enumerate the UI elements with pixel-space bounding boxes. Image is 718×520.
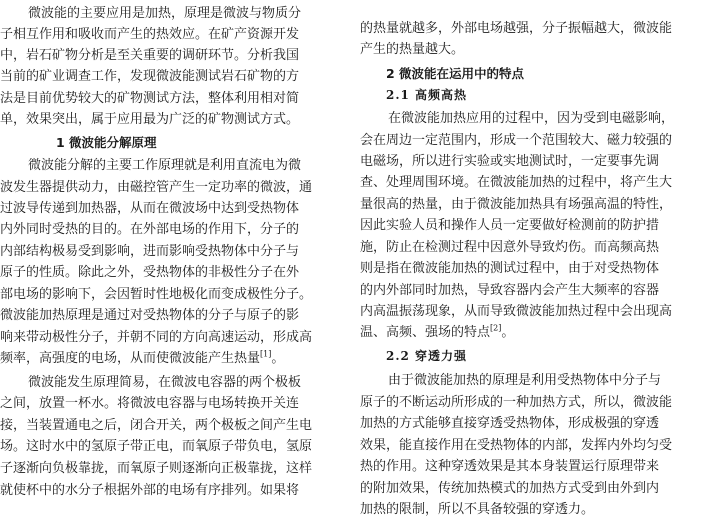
text-line: 产生的热量越大。 [360,42,465,57]
text-line: 子逐渐向负极靠拢，而氧原子则逐渐向正极靠拢，这样 [0,461,313,476]
text-segment: 频率，高强度的电场，从而使微波能产生热量 [0,351,261,366]
text-line: 内部结构极易受到影响，进而影响受热物体中分子与 [0,244,300,259]
text-line: 微波能分解的主要工作原理就是利用直流电为微 [28,158,302,173]
text-line: 由于微波能加热的原理是利用受热物体中分子与 [388,373,662,388]
text-line: 当前的矿业调查工作，发现微波能测试岩石矿物的方 [0,69,300,84]
text-line: 电磁场，所以进行实验或实地测试时，一定要事先调 [360,154,660,169]
section-heading: 1 微波能分解原理 [56,135,157,150]
text-line: 会在周边一定范围内，形成一个范围较大、磁力较强的 [360,133,673,148]
text-line: 内高温振荡现象，从而导致微波能加热过程中会出现高 [360,304,673,319]
text-line: 查、处理周围环境。在微波能加热的过程中，将产生大 [360,175,673,190]
text-line: 则是指在微波能加热的测试过程中，由于对受热物体 [360,261,660,276]
text-line: 原子的不断运动所形成的一种加热方式，所以，微波能 [360,395,673,410]
text-line: 加热的方式能够直接穿透受热物体，形成极强的穿透 [360,416,660,431]
text-line: 子相互作用和吸收而产生的热效应。在矿产资源开发 [0,27,300,42]
text-line: 微波能的主要应用是加热，原理是微波与物质分 [28,6,302,21]
text-line [360,322,514,343]
text-line [0,348,284,369]
text-line: 接，当装置通电之后，闭合开关，两个极板之间产生电 [0,418,313,433]
text-line: 的附加效果，传统加热模式的加热方式受到由外到内 [360,481,660,496]
text-line: 原子的性质。除此之外，受热物体的非极性分子在外 [0,265,300,280]
text-line: 效果，能直接作用在受热物体的内部，发挥内外均匀受 [360,438,673,453]
text-segment: 温、高频、强场的特点 [360,325,491,340]
text-segment: 。 [501,325,515,340]
text-line: 部电场的影响下，会因暂时性地极化而变成极性分子。 [0,287,313,302]
subsection-heading: 2.2 穿透力强 [386,349,468,363]
text-line: 响来带动极性分子，并朝不同的方向高速运动，形成高 [0,330,313,345]
text-line: 微波能发生原理简易，在微波电容器的两个极板 [28,375,302,390]
section-heading: 2 微波能在运用中的特点 [386,66,525,81]
text-line: 的内外部同时加热，导致容器内会产生大频率的容器 [360,283,660,298]
citation-ref: [1] [260,349,272,359]
subsection-heading: 2.1 高频高热 [386,88,468,102]
text-line: 单，效果突出，属于应用最为广泛的矿物测试方式。 [0,112,300,127]
text-line: 内外同时受热的目的。在外部电场的作用下，分子的 [0,222,300,237]
text-line: 微波能加热原理是通过对受热物体的分子与原子的影 [0,308,300,323]
text-segment: 。 [271,351,285,366]
citation-ref: [2] [490,323,502,333]
text-line: 场。这时水中的氢原子带正电，而氧原子带负电，氢原 [0,439,313,454]
text-line: 之间，放置一杯水。将微波电容器与电场转换开关连 [0,396,300,411]
text-line: 法是目前优势较大的矿物测试方法，整体利用相对简 [0,91,300,106]
text-line: 波发生器提供动力，由磁控管产生一定功率的微波，通 [0,180,313,195]
text-line: 因此实验人员和操作人员一定要做好检测前的防护措 [360,218,660,233]
text-line: 过波导传递到加热器，从而在微波场中达到受热物体 [0,201,300,216]
text-line: 热的作用。这种穿透效果是其本身装置运行原理带来 [360,459,660,474]
text-line: 就使杯中的水分子根据外部的电场有序排列。如果将 [0,483,300,498]
text-line: 加热的限制，所以不具备较强的穿透力。 [360,502,595,517]
text-line: 量很高的热量，由于微波能加热具有场强高温的特性， [360,197,673,212]
text-line: 中，岩石矿物分析是至关重要的调研环节。分析我国 [0,48,300,63]
text-line: 的热量就越多，外部电场越强，分子振幅越大，微波能 [360,21,673,36]
text-line: 施，防止在检测过程中因意外导致灼伤。而高频高热 [360,240,660,255]
text-line: 在微波能加热应用的过程中，因为受到电磁影响， [388,111,675,126]
